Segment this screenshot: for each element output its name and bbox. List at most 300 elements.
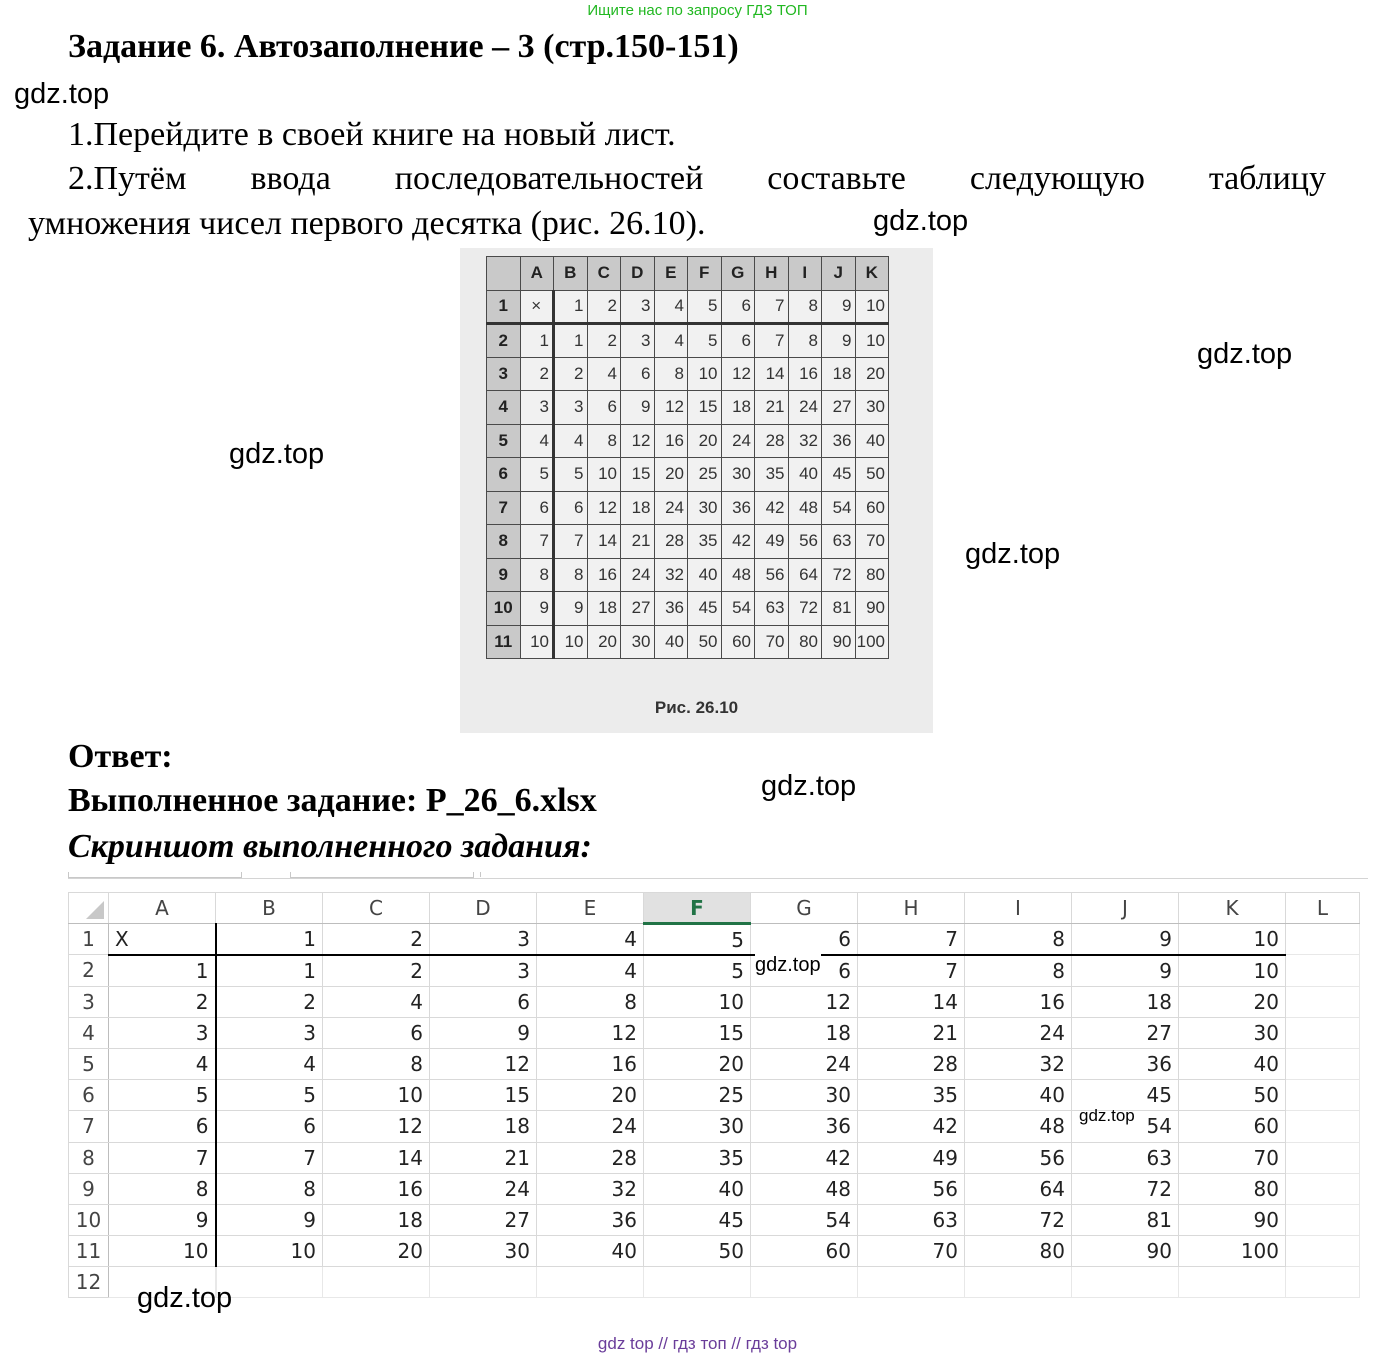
spreadsheet-cell[interactable]: 15: [430, 1080, 537, 1111]
spreadsheet-cell[interactable]: [1072, 1267, 1179, 1298]
spreadsheet-cell[interactable]: 80: [1179, 1173, 1286, 1204]
spreadsheet-cell[interactable]: [1286, 1267, 1360, 1298]
figure-cell: 3: [554, 391, 588, 425]
watermark-text: gdz.top: [137, 1282, 233, 1314]
spreadsheet-cell[interactable]: 6: [323, 1017, 430, 1048]
figure-column-header: J: [822, 257, 856, 291]
figure-cell: 63: [755, 592, 789, 626]
figure-cell: 70: [855, 525, 889, 559]
spreadsheet-cell[interactable]: 5: [216, 1080, 323, 1111]
spreadsheet-cell[interactable]: 30: [430, 1236, 537, 1267]
spreadsheet-cell[interactable]: [323, 1267, 430, 1298]
row-header[interactable]: 7: [69, 1111, 109, 1142]
row-header[interactable]: 10: [69, 1204, 109, 1235]
figure-cell: 15: [621, 458, 655, 492]
figure-cell: 16: [654, 424, 688, 458]
spreadsheet-cell[interactable]: 6: [216, 1111, 323, 1142]
figure-cell: 27: [621, 592, 655, 626]
completed-file-label: Выполненное задание: P_26_6.xlsx: [68, 782, 597, 819]
figure-row-header: 6: [487, 458, 521, 492]
figure-cell: 32: [788, 424, 822, 458]
figure-row-header: 5: [487, 424, 521, 458]
spreadsheet-cell[interactable]: 6: [430, 986, 537, 1017]
figure-cell: 54: [822, 491, 856, 525]
spreadsheet-cell[interactable]: 2: [216, 986, 323, 1017]
spreadsheet-cell[interactable]: 20: [323, 1236, 430, 1267]
spreadsheet-cell[interactable]: 27: [1072, 1017, 1179, 1048]
figure-cell: 18: [587, 592, 621, 626]
figure-cell: 40: [654, 625, 688, 659]
spreadsheet-cell[interactable]: 40: [644, 1173, 751, 1204]
step-1-text: 1.Перейдите в своей книге на новый лист.: [68, 116, 676, 153]
spreadsheet-cell[interactable]: 6: [751, 924, 858, 955]
figure-cell: 48: [721, 558, 755, 592]
figure-cell: 15: [688, 391, 722, 425]
column-header-i[interactable]: I: [965, 893, 1072, 924]
spreadsheet-cell[interactable]: 8: [965, 924, 1072, 955]
figure-cell: 45: [822, 458, 856, 492]
spreadsheet-grid[interactable]: [68, 892, 1360, 1298]
spreadsheet-cell[interactable]: 48: [751, 1173, 858, 1204]
column-header-c[interactable]: C: [323, 893, 430, 924]
spreadsheet-cell[interactable]: 18: [323, 1204, 430, 1235]
spreadsheet-cell[interactable]: 1: [109, 955, 216, 986]
figure-cell: 21: [621, 525, 655, 559]
spreadsheet-cell[interactable]: 12: [323, 1111, 430, 1142]
figure-cell: 40: [855, 424, 889, 458]
spreadsheet-cell[interactable]: 45: [1072, 1080, 1179, 1111]
step-2-continuation: умножения чисел первого десятка (рис. 26.10).: [28, 205, 706, 242]
spreadsheet-cell[interactable]: 54: [1072, 1111, 1179, 1142]
figure-cell: 30: [855, 391, 889, 425]
spreadsheet-cell[interactable]: 54: [751, 1204, 858, 1235]
figure-row-header: 4: [487, 391, 521, 425]
figure-column-header: B: [554, 257, 588, 291]
spreadsheet-cell[interactable]: 30: [1179, 1017, 1286, 1048]
function-buttons[interactable]: [290, 872, 474, 878]
spreadsheet-cell[interactable]: 56: [858, 1173, 965, 1204]
figure-cell: 6: [721, 324, 755, 358]
figure-cell: 16: [788, 357, 822, 391]
figure-cell: 30: [721, 458, 755, 492]
figure-cell: 10: [587, 458, 621, 492]
spreadsheet-cell[interactable]: 10: [1179, 955, 1286, 986]
spreadsheet-cell[interactable]: [537, 1267, 644, 1298]
figure-cell: 8: [788, 324, 822, 358]
row-header[interactable]: 2: [69, 955, 109, 986]
figure-column-header: I: [788, 257, 822, 291]
watermark-text: gdz.top: [755, 954, 821, 976]
spreadsheet-cell[interactable]: 27: [430, 1204, 537, 1235]
spreadsheet-cell[interactable]: [1286, 1236, 1360, 1267]
figure-cell: 8: [520, 558, 554, 592]
spreadsheet-cell[interactable]: 18: [430, 1111, 537, 1142]
spreadsheet-cell[interactable]: 18: [1072, 986, 1179, 1017]
watermark-text: gdz.top: [14, 78, 110, 110]
figure-cell: 80: [855, 558, 889, 592]
spreadsheet-cell[interactable]: 8: [216, 1173, 323, 1204]
figure-cell: 21: [755, 391, 789, 425]
spreadsheet-cell[interactable]: [1286, 1017, 1360, 1048]
spreadsheet-cell[interactable]: 7: [216, 1142, 323, 1173]
figure-cell: 4: [654, 324, 688, 358]
spreadsheet-cell[interactable]: [1179, 1267, 1286, 1298]
figure-row-header: 1: [487, 290, 521, 324]
spreadsheet-cell[interactable]: 40: [1179, 1048, 1286, 1079]
top-banner[interactable]: Ищите нас по запросу ГДЗ ТОП: [587, 2, 808, 19]
spreadsheet-cell[interactable]: 4: [537, 955, 644, 986]
spreadsheet-cell[interactable]: 9: [1072, 924, 1179, 955]
figure-cell: 20: [688, 424, 722, 458]
spreadsheet-cell[interactable]: 5: [644, 924, 751, 955]
row-header[interactable]: 1: [69, 924, 109, 955]
spreadsheet-cell[interactable]: 72: [965, 1204, 1072, 1235]
figure-cell: 18: [822, 357, 856, 391]
spreadsheet-cell[interactable]: 48: [965, 1111, 1072, 1142]
task-title: Задание 6. Автозаполнение – 3 (стр.150-151): [68, 28, 739, 65]
spreadsheet-cell[interactable]: 4: [109, 1048, 216, 1079]
spreadsheet-cell[interactable]: 28: [858, 1048, 965, 1079]
figure-cell: 60: [855, 491, 889, 525]
figure-column-header: F: [688, 257, 722, 291]
spreadsheet-cell[interactable]: 28: [537, 1142, 644, 1173]
column-header-h[interactable]: H: [858, 893, 965, 924]
watermark-text: gdz.top: [1079, 1106, 1135, 1125]
figure-cell: 90: [855, 592, 889, 626]
spreadsheet-cell[interactable]: 14: [323, 1142, 430, 1173]
spreadsheet-cell[interactable]: 3: [430, 924, 537, 955]
spreadsheet-cell[interactable]: [1286, 1204, 1360, 1235]
spreadsheet-cell[interactable]: 81: [1072, 1204, 1179, 1235]
spreadsheet-cell[interactable]: 12: [430, 1048, 537, 1079]
figure-caption: Рис. 26.10: [654, 698, 739, 717]
figure-cell: 48: [788, 491, 822, 525]
spreadsheet-cell[interactable]: 42: [751, 1142, 858, 1173]
figure-cell: 10: [554, 625, 588, 659]
spreadsheet-cell[interactable]: 4: [537, 924, 644, 955]
row-header[interactable]: 12: [69, 1267, 109, 1298]
figure-cell: 36: [721, 491, 755, 525]
figure-cell: 3: [621, 290, 655, 324]
figure-cell: 40: [788, 458, 822, 492]
figure-cell: 1: [554, 290, 588, 324]
figure-cell: 40: [688, 558, 722, 592]
column-header-b[interactable]: B: [216, 893, 323, 924]
figure-column-header: G: [721, 257, 755, 291]
spreadsheet-cell[interactable]: 1: [216, 924, 323, 955]
spreadsheet-cell[interactable]: 10: [109, 1236, 216, 1267]
spreadsheet-cell[interactable]: 2: [323, 924, 430, 955]
spreadsheet-cell[interactable]: 6: [109, 1111, 216, 1142]
column-header-f[interactable]: F: [644, 893, 751, 924]
spreadsheet-cell[interactable]: [1286, 1111, 1360, 1142]
spreadsheet-cell[interactable]: 8: [109, 1173, 216, 1204]
watermark-text: gdz.top: [965, 538, 1061, 570]
row-header[interactable]: 5: [69, 1048, 109, 1079]
figure-cell: 6: [621, 357, 655, 391]
spreadsheet-cell[interactable]: 7: [109, 1142, 216, 1173]
formula-input[interactable]: [480, 872, 1369, 877]
figure-cell: 60: [721, 625, 755, 659]
figure-cell: 4: [520, 424, 554, 458]
spreadsheet-cell[interactable]: 40: [965, 1080, 1072, 1111]
watermark-text: gdz.top: [873, 205, 969, 237]
spreadsheet-cell[interactable]: [1286, 955, 1360, 986]
spreadsheet-cell[interactable]: 18: [751, 1017, 858, 1048]
column-header-a[interactable]: A: [109, 893, 216, 924]
figure-cell: 7: [755, 290, 789, 324]
figure-cell: 72: [788, 592, 822, 626]
spreadsheet-cell[interactable]: 24: [751, 1048, 858, 1079]
spreadsheet-cell[interactable]: 4: [323, 986, 430, 1017]
spreadsheet-cell[interactable]: 9: [109, 1204, 216, 1235]
figure-cell: 20: [587, 625, 621, 659]
spreadsheet-cell[interactable]: 12: [751, 986, 858, 1017]
spreadsheet-cell[interactable]: 9: [1072, 955, 1179, 986]
figure-cell: 6: [587, 391, 621, 425]
figure-cell: 5: [554, 458, 588, 492]
figure-cell: 36: [654, 592, 688, 626]
spreadsheet-cell[interactable]: 36: [751, 1111, 858, 1142]
spreadsheet-cell[interactable]: 90: [1072, 1236, 1179, 1267]
spreadsheet-cell[interactable]: 36: [1072, 1048, 1179, 1079]
spreadsheet-cell[interactable]: 49: [858, 1142, 965, 1173]
figure-corner-cell: [487, 257, 521, 291]
figure-cell: 35: [688, 525, 722, 559]
figure-cell: 2: [554, 357, 588, 391]
spreadsheet-cell[interactable]: 14: [858, 986, 965, 1017]
spreadsheet-cell[interactable]: 16: [537, 1048, 644, 1079]
figure-cell: 50: [688, 625, 722, 659]
figure-cell: 7: [755, 324, 789, 358]
figure-cell: 12: [587, 491, 621, 525]
spreadsheet-cell[interactable]: 9: [430, 1017, 537, 1048]
figure-cell: 100: [855, 625, 889, 659]
spreadsheet-cell[interactable]: 6: [751, 955, 858, 986]
figure-cell: 9: [621, 391, 655, 425]
column-header-k[interactable]: K: [1179, 893, 1286, 924]
row-header[interactable]: 8: [69, 1142, 109, 1173]
column-header-d[interactable]: D: [430, 893, 537, 924]
spreadsheet-cell[interactable]: 2: [109, 986, 216, 1017]
figure-cell: 6: [520, 491, 554, 525]
row-header[interactable]: 3: [69, 986, 109, 1017]
spreadsheet-cell[interactable]: 60: [1179, 1111, 1286, 1142]
figure-cell: 4: [654, 290, 688, 324]
spreadsheet-cell[interactable]: 50: [644, 1236, 751, 1267]
figure-cell: 90: [822, 625, 856, 659]
select-all-corner[interactable]: [69, 893, 109, 924]
spreadsheet-cell[interactable]: 42: [858, 1111, 965, 1142]
spreadsheet-cell[interactable]: 63: [1072, 1142, 1179, 1173]
figure-row-header: 7: [487, 491, 521, 525]
figure-cell: 8: [654, 357, 688, 391]
figure-cell: 28: [654, 525, 688, 559]
spreadsheet-cell[interactable]: 16: [323, 1173, 430, 1204]
spreadsheet-cell[interactable]: 5: [109, 1080, 216, 1111]
figure-cell: 24: [721, 424, 755, 458]
spreadsheet-cell[interactable]: 24: [965, 1017, 1072, 1048]
figure-cell: 25: [688, 458, 722, 492]
figure-cell: 27: [822, 391, 856, 425]
spreadsheet-cell[interactable]: [1286, 1080, 1360, 1111]
spreadsheet-cell[interactable]: 5: [644, 955, 751, 986]
figure-cell: 24: [654, 491, 688, 525]
spreadsheet-cell[interactable]: 8: [537, 986, 644, 1017]
spreadsheet-cell[interactable]: 10: [644, 986, 751, 1017]
spreadsheet-cell[interactable]: 4: [216, 1048, 323, 1079]
spreadsheet-cell[interactable]: 9: [216, 1204, 323, 1235]
spreadsheet-cell[interactable]: [1286, 1142, 1360, 1173]
figure-cell: 42: [721, 525, 755, 559]
spreadsheet-cell[interactable]: 20: [644, 1048, 751, 1079]
spreadsheet-cell[interactable]: 90: [1179, 1204, 1286, 1235]
spreadsheet-cell[interactable]: 30: [644, 1111, 751, 1142]
spreadsheet-cell[interactable]: [965, 1267, 1072, 1298]
spreadsheet-cell[interactable]: [644, 1267, 751, 1298]
figure-cell: 8: [554, 558, 588, 592]
figure-cell: 8: [788, 290, 822, 324]
figure-row-header: 10: [487, 592, 521, 626]
column-header-j[interactable]: J: [1072, 893, 1179, 924]
figure-cell: 3: [621, 324, 655, 358]
figure-cell: 14: [587, 525, 621, 559]
figure-cell: 7: [520, 525, 554, 559]
figure-cell: 45: [688, 592, 722, 626]
figure-cell: 12: [721, 357, 755, 391]
figure-multiplication-table: [486, 256, 889, 659]
figure-cell: 20: [654, 458, 688, 492]
column-header-l[interactable]: L: [1286, 893, 1360, 924]
spreadsheet-cell[interactable]: 40: [537, 1236, 644, 1267]
spreadsheet-cell[interactable]: 21: [430, 1142, 537, 1173]
spreadsheet-cell[interactable]: 64: [965, 1173, 1072, 1204]
spreadsheet-cell[interactable]: 72: [1072, 1173, 1179, 1204]
spreadsheet-cell[interactable]: [1286, 1173, 1360, 1204]
spreadsheet-cell[interactable]: 10: [1179, 924, 1286, 955]
spreadsheet-cell[interactable]: 2: [323, 955, 430, 986]
figure-26-10: [460, 248, 933, 733]
figure-column-header: C: [587, 257, 621, 291]
figure-cell: 18: [721, 391, 755, 425]
figure-cell: ×: [520, 290, 554, 324]
column-header-e[interactable]: E: [537, 893, 644, 924]
column-header-g[interactable]: G: [751, 893, 858, 924]
figure-cell: 7: [554, 525, 588, 559]
spreadsheet-cell[interactable]: 35: [644, 1142, 751, 1173]
row-header[interactable]: 11: [69, 1236, 109, 1267]
spreadsheet-cell[interactable]: 3: [109, 1017, 216, 1048]
spreadsheet-cell[interactable]: 25: [644, 1080, 751, 1111]
row-header[interactable]: 4: [69, 1017, 109, 1048]
spreadsheet-cell[interactable]: 24: [430, 1173, 537, 1204]
spreadsheet-cell[interactable]: [1286, 1048, 1360, 1079]
figure-cell: 8: [587, 424, 621, 458]
spreadsheet-cell[interactable]: 10: [323, 1080, 430, 1111]
spreadsheet-cell[interactable]: 10: [216, 1236, 323, 1267]
spreadsheet-cell[interactable]: 80: [965, 1236, 1072, 1267]
spreadsheet-cell[interactable]: 30: [751, 1080, 858, 1111]
watermark-text: gdz.top: [1197, 338, 1293, 370]
spreadsheet-cell[interactable]: 100: [1179, 1236, 1286, 1267]
figure-cell: 20: [855, 357, 889, 391]
spreadsheet-cell[interactable]: 50: [1179, 1080, 1286, 1111]
spreadsheet-cell[interactable]: 7: [858, 955, 965, 986]
figure-cell: 9: [554, 592, 588, 626]
figure-row-header: 3: [487, 357, 521, 391]
spreadsheet-cell[interactable]: 20: [1179, 986, 1286, 1017]
figure-cell: 30: [688, 491, 722, 525]
name-box[interactable]: [68, 872, 242, 878]
figure-cell: 6: [554, 491, 588, 525]
spreadsheet-cell[interactable]: [1286, 924, 1360, 955]
spreadsheet-cell[interactable]: 8: [965, 955, 1072, 986]
spreadsheet-cell[interactable]: 3: [430, 955, 537, 986]
spreadsheet-cell[interactable]: 24: [537, 1111, 644, 1142]
spreadsheet-cell[interactable]: 63: [858, 1204, 965, 1235]
spreadsheet-cell[interactable]: [430, 1267, 537, 1298]
figure-cell: 6: [721, 290, 755, 324]
figure-cell: 10: [520, 625, 554, 659]
spreadsheet-cell[interactable]: 15: [644, 1017, 751, 1048]
figure-cell: 9: [520, 592, 554, 626]
spreadsheet-cell[interactable]: 16: [965, 986, 1072, 1017]
spreadsheet-cell[interactable]: 35: [858, 1080, 965, 1111]
figure-cell: 32: [654, 558, 688, 592]
figure-cell: 3: [520, 391, 554, 425]
row-header[interactable]: 9: [69, 1173, 109, 1204]
spreadsheet-cell[interactable]: X: [109, 924, 216, 955]
spreadsheet-cell[interactable]: 60: [751, 1236, 858, 1267]
spreadsheet-cell[interactable]: [751, 1267, 858, 1298]
figure-column-header: D: [621, 257, 655, 291]
bottom-banner[interactable]: gdz top // гдз топ // гдз top: [597, 1334, 798, 1353]
spreadsheet-cell[interactable]: 45: [644, 1204, 751, 1235]
spreadsheet-cell[interactable]: 70: [858, 1236, 965, 1267]
spreadsheet-cell[interactable]: [858, 1267, 965, 1298]
spreadsheet-cell[interactable]: [1286, 986, 1360, 1017]
figure-cell: 9: [822, 324, 856, 358]
spreadsheet-cell[interactable]: 56: [965, 1142, 1072, 1173]
figure-cell: 24: [788, 391, 822, 425]
figure-cell: 1: [520, 324, 554, 358]
figure-cell: 30: [621, 625, 655, 659]
figure-cell: 80: [788, 625, 822, 659]
figure-cell: 12: [621, 424, 655, 458]
spreadsheet-cell[interactable]: 21: [858, 1017, 965, 1048]
spreadsheet-cell[interactable]: 12: [537, 1017, 644, 1048]
figure-column-header: A: [520, 257, 554, 291]
spreadsheet-cell[interactable]: 7: [858, 924, 965, 955]
figure-cell: 4: [587, 357, 621, 391]
row-header[interactable]: 6: [69, 1080, 109, 1111]
watermark-text: gdz.top: [229, 438, 325, 470]
figure-cell: 10: [855, 290, 889, 324]
spreadsheet-cell[interactable]: 32: [965, 1048, 1072, 1079]
spreadsheet-cell[interactable]: 3: [216, 1017, 323, 1048]
figure-cell: 2: [587, 290, 621, 324]
figure-cell: 56: [788, 525, 822, 559]
spreadsheet-cell[interactable]: 1: [216, 955, 323, 986]
figure-cell: 5: [688, 290, 722, 324]
spreadsheet-cell[interactable]: 20: [537, 1080, 644, 1111]
figure-cell: 5: [520, 458, 554, 492]
spreadsheet-cell[interactable]: 32: [537, 1173, 644, 1204]
spreadsheet-cell[interactable]: 36: [537, 1204, 644, 1235]
spreadsheet-cell[interactable]: 70: [1179, 1142, 1286, 1173]
spreadsheet-cell[interactable]: 8: [323, 1048, 430, 1079]
watermark-text: gdz.top: [761, 770, 857, 802]
